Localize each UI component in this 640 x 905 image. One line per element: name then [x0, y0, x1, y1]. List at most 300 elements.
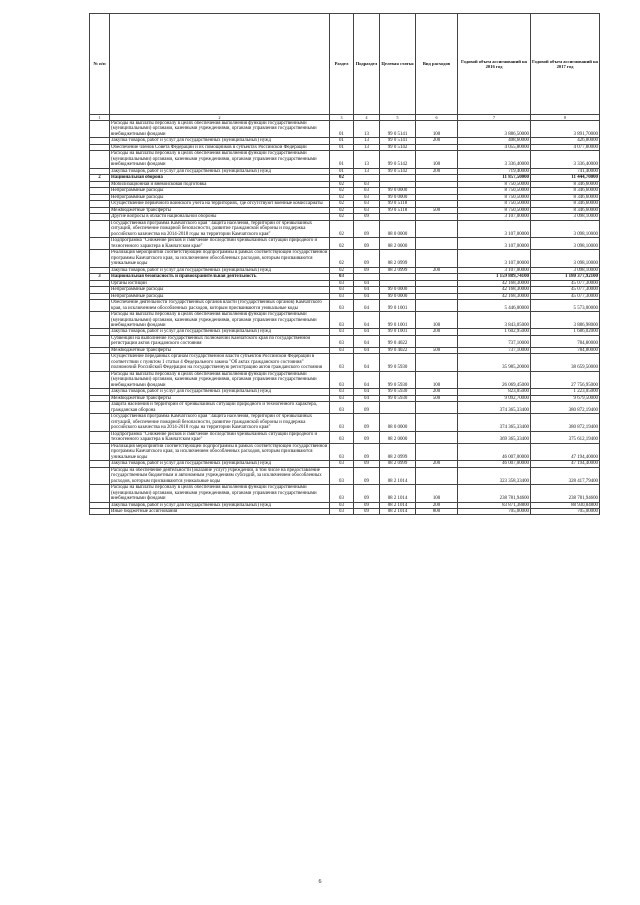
row-razdel: 02	[330, 214, 354, 220]
row-amount-2017: 1 180 377,92100	[531, 274, 600, 280]
row-tsel: 08 2 0999	[380, 250, 416, 267]
row-amount-2017: 8 346,60000	[531, 194, 600, 200]
row-tsel: 99 0 0000	[380, 287, 416, 293]
row-razdel: 03	[330, 329, 354, 335]
table-row	[90, 509, 600, 515]
row-razdel: 03	[330, 371, 354, 388]
row-name: Расходы на выплаты персоналу в целях обеспечения выполнения функций государственными (муниципальными) органами, казенными учреждениями, органами управления государственными внебюджетными фондами	[110, 371, 330, 388]
table-row	[90, 402, 600, 414]
row-vid: 200	[416, 329, 458, 335]
header-2017: Годовой объем ассигнований на 2017 год	[531, 14, 600, 115]
row-name: Закупка товаров, работ и услуг для государственных (муниципальных) нужд	[110, 389, 330, 395]
row-tsel: 08 2 0000	[380, 431, 416, 443]
row-razdel: 02	[330, 194, 354, 200]
row-tsel: 08 2 0000	[380, 238, 416, 250]
row-razdel: 03	[330, 293, 354, 299]
header-row	[90, 14, 600, 115]
row-razdel: 02	[330, 207, 354, 213]
row-amount-2016: 46 007,00000	[458, 443, 531, 460]
row-name: Непрограммные расходы	[110, 287, 330, 293]
row-amount-2016: 408,60000	[458, 138, 531, 144]
row-tsel: 08 0 0000	[380, 220, 416, 237]
row-razdel: 03	[330, 431, 354, 443]
row-name: Межбюджетные трансферты	[110, 347, 330, 353]
header-2016: Годовой объем ассигнований на 2016 год	[458, 14, 531, 115]
row-name: Субвенции на выполнение государственных полномочий Камчатского края по государственной регистрации актов гражданского состояния	[110, 335, 330, 347]
row-razdel: 03	[330, 395, 354, 401]
row-amount-2016: 46 007,00000	[458, 461, 531, 467]
row-podrazdel: 09	[354, 443, 380, 460]
row-amount-2016: 8 750,50000	[458, 201, 531, 207]
row-amount-2017: 88 930,84800	[531, 502, 600, 508]
row-number	[90, 354, 110, 371]
row-number	[90, 402, 110, 414]
row-podrazdel: 13	[354, 144, 380, 150]
column-number: 3	[330, 115, 354, 121]
row-tsel: 08 0 0000	[380, 414, 416, 431]
row-podrazdel: 03	[354, 201, 380, 207]
column-number: 5	[380, 115, 416, 121]
row-amount-2016: 374 365,33400	[458, 414, 531, 431]
row-amount-2016: 11 857,50000	[458, 175, 531, 181]
column-number: 8	[531, 115, 600, 121]
row-name: Подпрограмма "Снижение рисков и смягчение последствий чрезвычайных ситуаций природного и техногенного характера в Камчатском крае"	[110, 431, 330, 443]
row-tsel: 99 0 1001	[380, 312, 416, 329]
column-number: 2	[110, 115, 330, 121]
row-vid	[416, 414, 458, 431]
row-vid	[416, 443, 458, 460]
row-name: Непрограммные расходы	[110, 293, 330, 299]
row-number	[90, 300, 110, 312]
row-razdel: 01	[330, 168, 354, 174]
row-amount-2016: 42 168,30000	[458, 280, 531, 286]
row-tsel: 99 0 0000	[380, 188, 416, 194]
row-tsel: 99 0 5930	[380, 395, 416, 401]
row-name: Закупка товаров, работ и услуг для государственных (муниципальных) нужд	[110, 138, 330, 144]
row-amount-2017: 3 098,10000	[531, 220, 600, 237]
row-number	[90, 431, 110, 443]
row-tsel: 99 0 4022	[380, 347, 416, 353]
row-razdel: 03	[330, 509, 354, 515]
row-amount-2016: 42 168,30000	[458, 287, 531, 293]
row-razdel: 02	[330, 220, 354, 237]
table-row	[90, 443, 600, 460]
row-vid	[416, 354, 458, 371]
row-amount-2016: 3 107,00000	[458, 267, 531, 273]
row-amount-2017: 38 659,50000	[531, 354, 600, 371]
row-razdel: 02	[330, 238, 354, 250]
row-amount-2017: 375 612,19400	[531, 431, 600, 443]
column-number: 6	[416, 115, 458, 121]
row-tsel: 99 0 1001	[380, 329, 416, 335]
row-tsel: 99 0 5930	[380, 371, 416, 388]
row-amount-2016: 823,05000	[458, 389, 531, 395]
row-amount-2017: 238 781,94600	[531, 485, 600, 502]
row-number	[90, 250, 110, 267]
row-razdel: 02	[330, 188, 354, 194]
row-amount-2017: 1 223,05000	[531, 389, 600, 395]
row-razdel: 03	[330, 287, 354, 293]
row-vid: 500	[416, 395, 458, 401]
row-name: Осуществление переданных органам государственной власти субъектов Российской Федерации в соответствии с пунктом 1 статьи 4 Федерального закона "Об актах гражданского состояния" полномочий Российской Федерации на государственную регистрацию актов гражданского состояния	[110, 354, 330, 371]
row-razdel: 01	[330, 121, 354, 138]
row-razdel: 03	[330, 443, 354, 460]
header-razdel: Раздел	[330, 14, 354, 115]
row-amount-2016: 323 358,33400	[458, 467, 531, 484]
row-amount-2017: 3 336,40000	[531, 151, 600, 168]
row-name: Национальная оборона	[110, 175, 330, 181]
table-row	[90, 354, 600, 371]
row-number	[90, 443, 110, 460]
header-podrazdel: Подраздел	[354, 14, 380, 115]
row-razdel: 02	[330, 201, 354, 207]
row-amount-2017: 45 077,30000	[531, 287, 600, 293]
row-tsel: 08 2 0999	[380, 443, 416, 460]
row-amount-2017: 8 346,60000	[531, 181, 600, 187]
row-podrazdel: 04	[354, 371, 380, 388]
row-amount-2016: 3 107,00000	[458, 214, 531, 220]
row-number	[90, 509, 110, 515]
row-name: Осуществление первичного воинского учета на территориях, где отсутствуют военные комиссариаты	[110, 201, 330, 207]
row-amount-2016: 238 781,94600	[458, 485, 531, 502]
row-name: Мобилизационная и вневойсковая подготовка	[110, 181, 330, 187]
table-row	[90, 485, 600, 502]
row-amount-2016: 374 365,33400	[458, 402, 531, 414]
row-razdel: 01	[330, 151, 354, 168]
row-razdel: 03	[330, 274, 354, 280]
row-number	[90, 371, 110, 388]
row-amount-2016: 9 092,70000	[458, 395, 531, 401]
row-podrazdel: 04	[354, 329, 380, 335]
row-name: Иные бюджетные ассигнования	[110, 509, 330, 515]
row-amount-2017: 784,80000	[531, 335, 600, 347]
row-podrazdel: 09	[354, 250, 380, 267]
row-name: Расходы на выплаты персоналу в целях обеспечения выполнения функций государственными (муниципальными) органами, казенными учреждениями, органами управления государственными внебюджетными фондами	[110, 485, 330, 502]
row-amount-2016: 26 069,45000	[458, 371, 531, 388]
row-podrazdel: 03	[354, 207, 380, 213]
row-podrazdel: 09	[354, 485, 380, 502]
row-vid: 200	[416, 267, 458, 273]
row-podrazdel: 04	[354, 312, 380, 329]
row-razdel: 01	[330, 144, 354, 150]
row-vid: 100	[416, 485, 458, 502]
row-razdel: 02	[330, 175, 354, 181]
row-amount-2016: 42 168,30000	[458, 293, 531, 299]
row-vid: 100	[416, 312, 458, 329]
row-amount-2016: 4 055,80000	[458, 144, 531, 150]
row-tsel: 08 2 1014	[380, 467, 416, 484]
row-amount-2016: 83 871,38800	[458, 502, 531, 508]
row-podrazdel: 13	[354, 121, 380, 138]
row-razdel: 03	[330, 389, 354, 395]
row-name: Защита населения и территории от чрезвычайных ситуаций природного и техногенного характера, гражданская оборона	[110, 402, 330, 414]
row-podrazdel: 04	[354, 335, 380, 347]
table-row	[90, 312, 600, 329]
row-podrazdel: 09	[354, 220, 380, 237]
row-amount-2016: 8 750,50000	[458, 207, 531, 213]
table-row	[90, 151, 600, 168]
row-amount-2017: 45 077,30000	[531, 293, 600, 299]
column-number: 7	[458, 115, 531, 121]
row-podrazdel: 09	[354, 214, 380, 220]
row-vid: 500	[416, 347, 458, 353]
row-vid	[416, 238, 458, 250]
header-vid: Вид расходов	[416, 14, 458, 115]
row-vid	[416, 335, 458, 347]
row-tsel: 99 0 0000	[380, 194, 416, 200]
row-podrazdel: 09	[354, 502, 380, 508]
row-name: Органы юстиции	[110, 280, 330, 286]
row-podrazdel: 03	[354, 194, 380, 200]
row-amount-2017: 3 098,10000	[531, 214, 600, 220]
row-vid: 200	[416, 168, 458, 174]
row-name: Закупка товаров, работ и услуг для государственных (муниципальных) нужд	[110, 461, 330, 467]
row-amount-2016: 3 843,05000	[458, 312, 531, 329]
row-amount-2017: 3 098,10000	[531, 250, 600, 267]
row-amount-2017: 4 077,80000	[531, 144, 600, 150]
row-tsel: 08 2 0999	[380, 461, 416, 467]
row-podrazdel: 04	[354, 293, 380, 299]
row-podrazdel: 13	[354, 138, 380, 144]
row-number	[90, 220, 110, 237]
row-name: Обеспечение членов Совета Федерации и их помощников в субъектах Российской Федерации	[110, 144, 330, 150]
row-podrazdel: 03	[354, 181, 380, 187]
row-amount-2017: 380 872,19400	[531, 402, 600, 414]
row-amount-2017: 741,40000	[531, 168, 600, 174]
row-vid: 100	[416, 151, 458, 168]
row-number	[90, 151, 110, 168]
row-razdel: 03	[330, 502, 354, 508]
column-number: 4	[354, 115, 380, 121]
row-amount-2016: 8 750,50000	[458, 181, 531, 187]
table-row	[90, 300, 600, 312]
table-row	[90, 250, 600, 267]
row-amount-2017: 3 098,10000	[531, 267, 600, 273]
budget-table	[89, 13, 600, 515]
row-number	[90, 121, 110, 138]
row-tsel: 99 0 1001	[380, 300, 416, 312]
row-amount-2016: 369 365,33400	[458, 431, 531, 443]
row-name: Расходы на выплаты персоналу в целях обеспечения выполнения функций государственными (муниципальными) органами, казенными учреждениями, органами управления государственными внебюджетными фондами	[110, 312, 330, 329]
row-vid	[416, 300, 458, 312]
row-podrazdel: 09	[354, 467, 380, 484]
row-amount-2016: 1 602,95000	[458, 329, 531, 335]
row-amount-2017: 47 194,40000	[531, 443, 600, 460]
table-row	[90, 371, 600, 388]
row-vid: 200	[416, 138, 458, 144]
row-tsel: 99 0 5118	[380, 207, 416, 213]
row-vid: 200	[416, 502, 458, 508]
row-amount-2017: 8 346,60000	[531, 207, 600, 213]
row-razdel: 03	[330, 467, 354, 484]
header-num: № п/п	[90, 14, 110, 115]
row-tsel: 99 0 5142	[380, 151, 416, 168]
row-name: Расходы на выплаты персоналу в целях обеспечения выполнения функций государственными (муниципальными) органами, казенными учреждениями, органами управления государственными внебюджетными фондами	[110, 151, 330, 168]
table-body	[90, 121, 600, 515]
row-tsel: 08 2 1014	[380, 509, 416, 515]
row-podrazdel: 09	[354, 267, 380, 273]
row-tsel	[380, 402, 416, 414]
row-podrazdel: 09	[354, 431, 380, 443]
row-tsel: 99 0 5142	[380, 144, 416, 150]
row-razdel: 02	[330, 181, 354, 187]
row-razdel: 03	[330, 354, 354, 371]
header-tsel: Целевая статья	[380, 14, 416, 115]
row-tsel: 08 2 1014	[380, 502, 416, 508]
row-podrazdel: 04	[354, 300, 380, 312]
row-amount-2016: 737,10000	[458, 335, 531, 347]
row-amount-2017: 47 194,40000	[531, 461, 600, 467]
row-podrazdel: 04	[354, 280, 380, 286]
row-amount-2017: 426,80000	[531, 138, 600, 144]
row-amount-2017: 3 886,98000	[531, 312, 600, 329]
row-amount-2016: 3 336,40000	[458, 151, 531, 168]
row-vid	[416, 402, 458, 414]
row-podrazdel: 09	[354, 238, 380, 250]
row-number	[90, 238, 110, 250]
row-tsel: 08 2 0999	[380, 267, 416, 273]
row-amount-2017: 1 686,02000	[531, 329, 600, 335]
row-razdel: 03	[330, 300, 354, 312]
row-tsel: 99 0 5930	[380, 354, 416, 371]
row-amount-2016: 3 886,50000	[458, 121, 531, 138]
row-vid	[416, 467, 458, 484]
row-podrazdel: 13	[354, 151, 380, 168]
row-number	[90, 335, 110, 347]
row-vid: 200	[416, 461, 458, 467]
row-amount-2016: 3 107,00000	[458, 220, 531, 237]
row-amount-2017: 328 417,79400	[531, 467, 600, 484]
row-vid	[416, 250, 458, 267]
row-amount-2016: 705,00000	[458, 509, 531, 515]
row-amount-2016: 8 750,50000	[458, 188, 531, 194]
row-amount-2017: 8 346,60000	[531, 201, 600, 207]
row-amount-2016: 8 750,50000	[458, 194, 531, 200]
row-vid: 100	[416, 121, 458, 138]
page-number: 6	[318, 879, 322, 885]
row-razdel: 03	[330, 414, 354, 431]
row-name: Национальная безопасность и правоохранительная деятельность	[110, 274, 330, 280]
row-name: Непрограммные расходы	[110, 188, 330, 194]
row-amount-2016: 3 107,00000	[458, 238, 531, 250]
row-name: Закупка товаров, работ и услуг для государственных (муниципальных) нужд	[110, 267, 330, 273]
row-razdel: 03	[330, 402, 354, 414]
row-tsel: 99 0 5930	[380, 389, 416, 395]
row-amount-2016: 719,40000	[458, 168, 531, 174]
row-amount-2017: 784,80000	[531, 347, 600, 353]
row-vid	[416, 431, 458, 443]
row-podrazdel: 04	[354, 347, 380, 353]
row-podrazdel: 09	[354, 509, 380, 515]
table-row	[90, 335, 600, 347]
row-podrazdel: 04	[354, 395, 380, 401]
row-name: Межбюджетные трансферты	[110, 395, 330, 401]
row-name: Реализация мероприятий соответствующей подпрограммы в рамках соответствующей государственной программы Камчатского края, за исключением обособленных расходов, которым присваиваются уникальные коды	[110, 250, 330, 267]
row-podrazdel: 09	[354, 402, 380, 414]
row-name: Непрограммные расходы	[110, 194, 330, 200]
row-razdel: 03	[330, 312, 354, 329]
row-razdel: 03	[330, 347, 354, 353]
table-row	[90, 238, 600, 250]
row-vid	[416, 220, 458, 237]
row-name: Подпрограмма "Снижение рисков и смягчение последствий чрезвычайных ситуаций природного и техногенного характера в Камчатском крае"	[110, 238, 330, 250]
row-number	[90, 414, 110, 431]
row-amount-2016: 737,10000	[458, 347, 531, 353]
row-tsel: 99 0 4022	[380, 335, 416, 347]
row-podrazdel: 13	[354, 168, 380, 174]
row-name: Расходы на выплаты персоналу в целях обеспечения выполнения функций государственными (муниципальными) органами, казенными учреждениями, органами управления государственными внебюджетными фондами	[110, 121, 330, 138]
row-amount-2017: 11 444,70000	[531, 175, 600, 181]
row-razdel: 02	[330, 250, 354, 267]
table-row	[90, 414, 600, 431]
row-name: Закупка товаров, работ и услуг для государственных (муниципальных) нужд	[110, 168, 330, 174]
row-amount-2017: 705,00000	[531, 509, 600, 515]
row-amount-2016: 1 159 889,74100	[458, 274, 531, 280]
row-number: 2	[90, 175, 110, 181]
row-razdel: 03	[330, 485, 354, 502]
row-razdel: 02	[330, 267, 354, 273]
row-number	[90, 467, 110, 484]
row-amount-2017: 5 573,00000	[531, 300, 600, 312]
row-amount-2017: 380 872,19400	[531, 414, 600, 431]
row-name: Реализация мероприятий соответствующей подпрограммы в рамках соответствующей государственной программы Камчатского края, за исключением обособленных расходов, которым присваиваются уникальные коды	[110, 443, 330, 460]
row-amount-2017: 8 346,60000	[531, 188, 600, 194]
row-podrazdel: 09	[354, 461, 380, 467]
row-number	[90, 312, 110, 329]
row-tsel: 99 0 5142	[380, 168, 416, 174]
row-razdel: 03	[330, 335, 354, 347]
row-tsel: 08 2 1014	[380, 485, 416, 502]
row-podrazdel: 09	[354, 414, 380, 431]
row-razdel: 01	[330, 138, 354, 144]
row-amount-2016: 5 446,00000	[458, 300, 531, 312]
row-vid: 800	[416, 509, 458, 515]
row-tsel: 99 0 5141	[380, 138, 416, 144]
table-row	[90, 431, 600, 443]
row-name: Межбюджетные трансферты	[110, 207, 330, 213]
row-podrazdel: 04	[354, 354, 380, 371]
row-vid: 200	[416, 389, 458, 395]
row-amount-2017: 3 098,10000	[531, 238, 600, 250]
row-vid: 500	[416, 207, 458, 213]
row-name: Расходы на обеспечение деятельности (оказание услуг) учреждений, в том числе на предоставление государственным бюджетным и автономным учреждениям субсидий, за исключением обособленных расходов, которым присваиваются уникальные коды	[110, 467, 330, 484]
row-amount-2017: 45 077,30000	[531, 280, 600, 286]
row-razdel: 03	[330, 461, 354, 467]
row-podrazdel: 04	[354, 389, 380, 395]
row-amount-2017: 9 679,50000	[531, 395, 600, 401]
header-name	[110, 14, 330, 115]
column-number: 1	[90, 115, 110, 121]
row-amount-2017: 3 891,70000	[531, 121, 600, 138]
row-razdel: 03	[330, 280, 354, 286]
row-name: Государственная программа Камчатского края "Защита населения, территорий от чрезвычайных ситуаций, обеспечение пожарной безопасности, развитие гражданской обороны и поддержка российского казачества на 2014-2018 годы на территории Камчатского края"	[110, 414, 330, 431]
row-tsel: 99 0 0000	[380, 293, 416, 299]
row-name: Закупка товаров, работ и услуг для государственных (муниципальных) нужд	[110, 502, 330, 508]
row-number: 3	[90, 274, 110, 280]
row-amount-2016: 3 107,00000	[458, 250, 531, 267]
row-name: Государственная программа Камчатского края "Защита населения, территорий от чрезвычайных ситуаций, обеспечение пожарной безопасности, развитие гражданской обороны и поддержка российского казачества на 2014-2018 годы на территории Камчатского края"	[110, 220, 330, 237]
row-tsel: 99 0 5118	[380, 201, 416, 207]
row-vid: 100	[416, 371, 458, 388]
table-row	[90, 121, 600, 138]
row-name: Закупка товаров, работ и услуг для государственных (муниципальных) нужд	[110, 329, 330, 335]
row-number	[90, 485, 110, 502]
table-row	[90, 467, 600, 484]
row-name: Другие вопросы в области национальной обороны	[110, 214, 330, 220]
row-amount-2016: 35 985,20000	[458, 354, 531, 371]
row-tsel: 99 0 5141	[380, 121, 416, 138]
row-amount-2017: 27 756,95000	[531, 371, 600, 388]
